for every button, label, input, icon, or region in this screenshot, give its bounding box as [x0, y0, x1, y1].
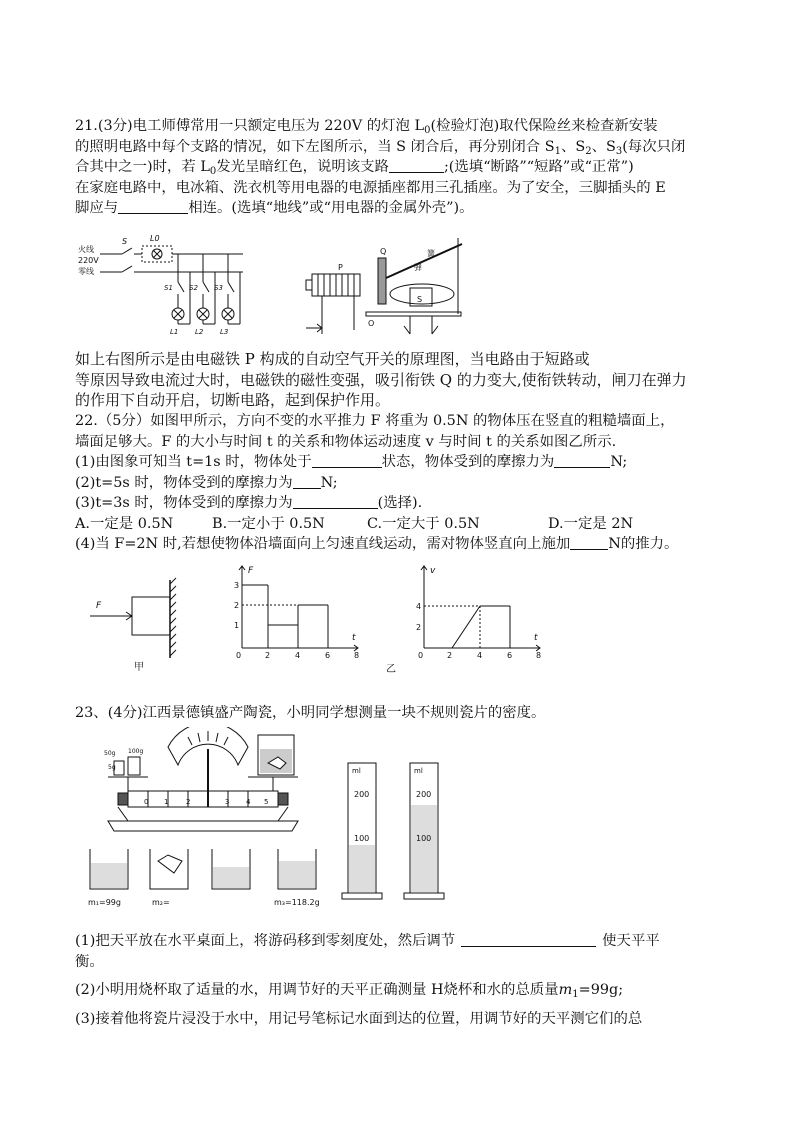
y-label: F	[248, 566, 254, 576]
q23-step-3: (3)接着他将瓷片浸没于水中，用记号笔标记水面到达的位置，用调节好的天平测它们的总	[75, 1010, 643, 1027]
beaker-3	[212, 849, 250, 889]
balance-nut-left	[118, 793, 128, 805]
q22-line-2: 墙面足够大。F 的大小与时间 t 的关系和物体运动速度 v 与时间 t 的关系如图乙所示.	[75, 433, 617, 450]
balance-beam	[128, 791, 278, 807]
label-l0: L0	[150, 234, 160, 243]
scale-label: 1	[164, 798, 169, 806]
q23-step-1-cont: 衡。	[75, 953, 104, 970]
option-d[interactable]: D.一定是 2N	[548, 515, 634, 532]
label-s3: S3	[214, 284, 223, 292]
q22-options	[75, 514, 720, 535]
answer-blank[interactable]	[389, 158, 444, 173]
scale-label: 5	[264, 798, 269, 806]
cylinder-label: ml	[414, 767, 423, 775]
q23-text: (1)把天平放在水平桌面上，将游码移到零刻度处，然后调节	[75, 933, 456, 949]
tick-label: 0	[236, 651, 242, 660]
tick-label: 4	[416, 602, 422, 611]
q21-line-5	[75, 198, 720, 219]
label-m1: m₁=99g	[88, 898, 121, 907]
circuit-diagram	[78, 232, 268, 338]
balance-nut-right	[278, 793, 288, 805]
q22-line-1: 22.（5分）如图甲所示，方向不变的水平推力 F 将重为 0.5N 的物体压在竖直的粗糙墙面上，	[75, 413, 675, 429]
q22-line-7	[75, 534, 720, 555]
tick-label: 4	[477, 651, 483, 660]
q23-step-1	[75, 931, 720, 952]
y-label: v	[430, 566, 436, 576]
tick-label: 6	[507, 651, 513, 660]
tick-label: 1	[234, 621, 240, 630]
q21-text: 发光呈暗红色，说明该支路	[216, 159, 389, 175]
cylinder-label: 200	[416, 790, 432, 799]
q21-text: ;(选填“断路”“短路”或“正常”)	[443, 159, 634, 175]
weight-label: 100g	[128, 748, 144, 755]
switch-s-blade	[122, 248, 132, 254]
cylinder-label: 200	[354, 790, 370, 799]
q21-text: 相连。(选填“地线”或“用电器的金属外壳”)。	[188, 200, 474, 216]
subscript: 3	[615, 145, 623, 157]
air-switch-diagram	[302, 234, 467, 340]
tick-label: 3	[234, 581, 240, 590]
question-22	[75, 411, 720, 555]
q21-text: 的照明电路中每个支路的情况，如下左图所示，当 S 闭合后，再分别闭合 S	[75, 138, 555, 155]
answer-blank[interactable]	[118, 199, 188, 214]
tick-label: 6	[325, 651, 331, 660]
tick-label: 2	[416, 623, 422, 632]
branch-2	[197, 254, 215, 324]
label-s1: S1	[164, 284, 173, 292]
label-s2: S2	[189, 284, 198, 292]
label-huoxian: 火线	[78, 245, 94, 254]
q21-line-4: 在家庭电路中，电冰箱、洗衣机等用电器的电源插座都用三孔插座。为了安全，三脚插头的 E	[75, 179, 666, 196]
spring	[386, 244, 462, 278]
wall-hatch	[170, 578, 176, 656]
option-c[interactable]: C.一定大于 0.5N	[367, 515, 480, 532]
cylinder-label: ml	[352, 767, 361, 775]
graph-f-t	[234, 566, 359, 660]
x-label: t	[352, 633, 356, 643]
q21-line-1	[75, 116, 720, 137]
q22-text: N;	[610, 454, 628, 470]
tick-label: 2	[265, 651, 271, 660]
label-l2: L2	[195, 328, 204, 336]
option-b[interactable]: B.一定小于 0.5N	[212, 515, 325, 532]
label-yi: 乙	[386, 664, 396, 675]
subscript: 1	[554, 145, 561, 157]
figure-23	[88, 727, 458, 917]
q22-text: (2)t=5s 时，物体受到的摩擦力为	[75, 474, 293, 491]
label-s: S	[122, 237, 128, 246]
subscript: 2	[585, 145, 592, 157]
armature-q	[378, 258, 386, 304]
scale-label: 2	[186, 798, 191, 806]
base-bar	[366, 312, 461, 316]
q21-text: (每次只闭	[622, 138, 686, 155]
q23-text: =99g;	[578, 982, 624, 998]
graph-v-t	[416, 566, 541, 660]
tick-label: 2	[234, 601, 240, 610]
scale-label: 3	[225, 798, 230, 806]
cylinder-label: 100	[416, 834, 432, 843]
option-a[interactable]: A.一定是 0.5N	[75, 515, 174, 532]
q21-text: 21.(3分)电工师傅常用一只额定电压为 220V 的灯泡 L	[75, 118, 425, 134]
q22-line-5	[75, 493, 720, 514]
scale-label: 4	[246, 798, 251, 806]
q21-text: 合其中之一)时，若 L	[75, 159, 210, 175]
figure-jia	[90, 578, 176, 673]
label-m2: m₂=	[152, 898, 170, 907]
beaker-2	[150, 849, 188, 889]
q22-line-4	[75, 473, 720, 494]
label-p: P	[338, 263, 343, 272]
x-label: t	[534, 633, 538, 643]
tick-label: 2	[447, 651, 453, 660]
beaker-1	[90, 849, 128, 889]
q23-step-2	[75, 980, 720, 1001]
q22-text: N;	[320, 474, 338, 491]
weight-label: 50g	[104, 750, 116, 757]
answer-blank[interactable]	[570, 535, 608, 550]
label-m3: m₃=118.2g	[274, 898, 320, 907]
q21-text: (检验灯泡)取代保险丝来检查新安装	[430, 118, 658, 134]
label-s: S	[417, 295, 423, 304]
measuring-cylinder-1	[342, 763, 382, 899]
label-tan: 弹	[414, 263, 422, 272]
q22-text: N的推力。	[608, 536, 679, 552]
tick-label: 4	[295, 651, 301, 660]
tick-label: 8	[354, 651, 360, 660]
series-segment	[452, 606, 480, 648]
q22-text: (1)由图象可知当 t=1s 时，物体处于	[75, 454, 312, 470]
subscript: 0	[424, 125, 431, 136]
q22-line-3	[75, 452, 720, 473]
label-l3: L3	[220, 328, 229, 336]
branch-3	[222, 254, 240, 324]
para-line-1: 如上右图所示是由电磁铁 P 构成的自动空气开关的原理图，当电路由于短路或	[75, 350, 590, 368]
branch-1	[172, 254, 190, 324]
tick-label: 8	[536, 651, 542, 660]
force-label: F	[96, 601, 102, 611]
answer-blank[interactable]	[554, 453, 610, 468]
question-23-title	[75, 703, 720, 724]
coil-end	[306, 280, 312, 290]
q22-text: 状态，物体受到的摩擦力为	[381, 454, 555, 470]
label-jia: 甲	[134, 662, 144, 673]
beaker-4	[278, 849, 316, 889]
q21-line-3	[75, 157, 720, 178]
answer-blank[interactable]	[293, 474, 321, 489]
switch-s-blade	[122, 266, 132, 272]
answer-blank[interactable]	[312, 453, 382, 468]
q22-text: (3)t=3s 时，物体受到的摩擦力为	[75, 495, 293, 511]
block	[132, 597, 170, 635]
switch-description	[75, 349, 720, 411]
label-lingxian: 零线	[78, 267, 94, 276]
weight-100g	[128, 757, 140, 775]
q22-text: (4)当 F=2N 时,若想使物体沿墙面向上匀速直线运动，需对物体竖直向上施加	[75, 536, 571, 552]
q21-text: 、S	[560, 138, 586, 155]
scale-label: 0	[144, 798, 149, 806]
q23-text: 使天平平	[602, 933, 660, 949]
q21-text: 、S	[591, 138, 616, 155]
para-line-3: 的作用下自动开启，切断电路，起到保护作用。	[75, 391, 391, 409]
answer-blank[interactable]	[461, 932, 596, 947]
q22-text: (选择).	[377, 495, 423, 511]
q23-text: (2)小明用烧杯取了适量的水，用调节好的天平正确测量 H烧杯和水的总质量	[75, 982, 559, 998]
cylinder-label: 100	[354, 834, 370, 843]
subscript: 1	[572, 989, 579, 1000]
label-o: O	[368, 319, 375, 328]
weight-label: 5g	[108, 764, 116, 771]
label-q: Q	[380, 247, 387, 256]
question-21	[75, 116, 720, 219]
figure-22	[90, 560, 570, 678]
label-huang: 簧	[427, 249, 435, 258]
label-220v: 220V	[78, 256, 99, 265]
q21-line-2	[75, 137, 720, 158]
balance-base	[108, 821, 298, 831]
label-l1: L1	[170, 328, 179, 336]
q23-title: 23、(4分)江西景德镇盛产陶瓷，小明同学想测量一块不规则瓷片的密度。	[75, 705, 546, 721]
q21-text: 脚应与	[75, 200, 119, 216]
measuring-cylinder-2	[404, 763, 444, 899]
balance	[104, 727, 298, 831]
tick-label: 0	[418, 651, 424, 660]
subscript: 0	[209, 166, 217, 177]
para-line-2: 等原因导致电流过大时，电磁铁的磁性变强，吸引衔铁 Q 的力变大,使衔铁转动，闸刀在弹力	[75, 370, 687, 389]
question-23-steps	[75, 931, 720, 1029]
q23-text: m	[558, 982, 573, 998]
answer-blank[interactable]	[293, 494, 378, 509]
